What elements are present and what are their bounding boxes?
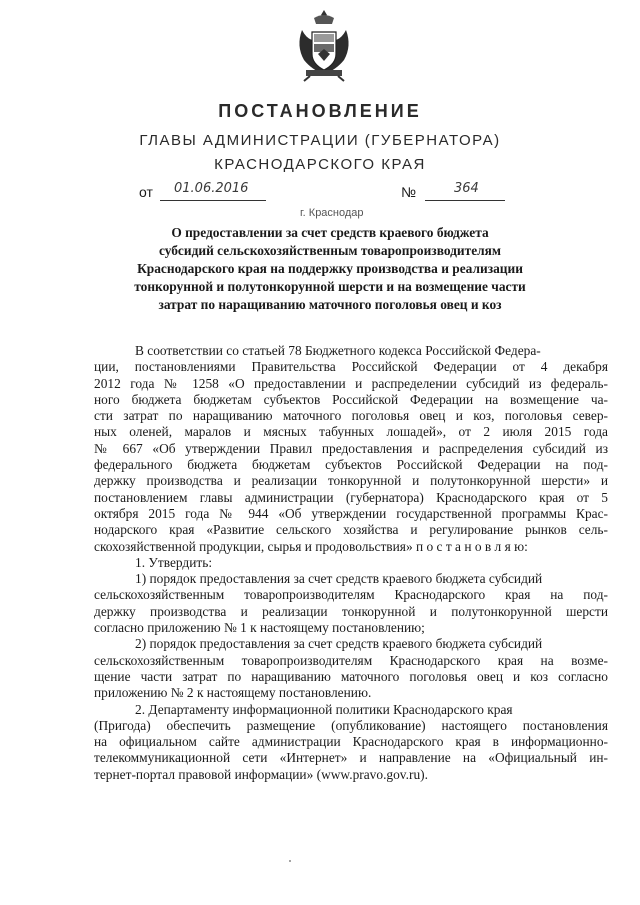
title-line: О предоставлении за счет средств краевого бюджета bbox=[171, 225, 489, 240]
title-line: тонкорунной и полутонкорунной шерсти и на возмещение части bbox=[134, 279, 526, 294]
title-line: субсидий сельскохозяйственным товаропроизводителям bbox=[158, 243, 502, 258]
body-line: В соответствии со статьей 78 Бюджетного кодекса Российской Федера- bbox=[135, 343, 541, 358]
body-line: ного бюджета бюджетам субъектов Российской Федерации на возмещение ча- bbox=[94, 391, 608, 407]
date-value: 01.06.2016 bbox=[174, 181, 249, 196]
body-line: ции, постановлениями Правительства Российской Федерации от 4 декабря bbox=[94, 359, 608, 375]
scan-speck bbox=[289, 860, 291, 862]
title-line: Краснодарского края на поддержку производства и реализации bbox=[137, 261, 523, 276]
document-title bbox=[110, 224, 550, 314]
body-line: федерального бюджета бюджетам субъектов Российской Федерации на под- bbox=[94, 457, 608, 473]
body-line: сти затрат по наращиванию маточного поголовья овец и коз, поголовья север- bbox=[94, 408, 608, 424]
body-line: № 667 «Об утверждении Правил предоставления и распределения субсидий из bbox=[94, 440, 608, 456]
date-underline bbox=[160, 200, 266, 201]
body-line: нодарского края «Развитие сельского хозяйства и регулирование рынков сель- bbox=[94, 522, 608, 538]
region-heading: КРАСНОДАРСКОГО КРАЯ bbox=[214, 156, 426, 173]
body-line: 1. Утвердить: bbox=[135, 554, 213, 570]
coat-of-arms-emblem bbox=[296, 8, 352, 82]
body-line: сельскохозяйственным товаропроизводителям Краснодарского края на под- bbox=[94, 587, 608, 603]
body-line: тернет-портал правовой информации» (www.pravo.gov.ru). bbox=[94, 766, 428, 782]
document-type-heading: ПОСТАНОВЛЕНИЕ bbox=[218, 101, 422, 121]
registration-line bbox=[0, 181, 640, 204]
body-line: приложению № 2 к настоящему постановлению. bbox=[94, 685, 372, 701]
body-line: 2012 года № 1258 «О предоставлении и распределении субсидий из федераль- bbox=[94, 375, 608, 391]
body-line: щение части затрат по наращиванию маточного поголовья овец и коз согласно bbox=[94, 668, 608, 684]
body-line: согласно приложению № 1 к настоящему постановлению; bbox=[94, 620, 425, 636]
issuer-heading: ГЛАВЫ АДМИНИСТРАЦИИ (ГУБЕРНАТОРА) bbox=[139, 132, 501, 149]
body-line: ных оленей, маралов и мясных табунных лошадей», от 2 июля 2015 года bbox=[94, 424, 608, 440]
body-line: постановлением главы администрации (губернатора) Краснодарского края от 5 bbox=[94, 489, 608, 505]
body-line: держку производства и реализации тонкорунной и полутонкорунной шерсти» и bbox=[94, 473, 608, 489]
body-line: 2) порядок предоставления за счет средств краевого бюджета субсидий bbox=[135, 636, 543, 652]
city-label: г. Краснодар bbox=[300, 207, 364, 219]
date-prefix: от bbox=[139, 184, 153, 200]
body-line: 1) порядок предоставления за счет средств краевого бюджета субсидий bbox=[135, 571, 543, 587]
number-underline bbox=[425, 200, 505, 201]
body-line: держку производства и реализации тонкорунной и полутонкорунной шерсти bbox=[94, 603, 608, 619]
body-line: сельскохозяйственным товаропроизводителям Краснодарского края на возме- bbox=[94, 652, 608, 668]
body-line: (Пригода) обеспечить размещение (опубликование) настоящего постановления bbox=[94, 717, 608, 733]
body-line: 2. Департаменту информационной политики Краснодарского края bbox=[135, 701, 513, 717]
body-line: на официальном сайте администрации Краснодарского края в информационно- bbox=[94, 734, 608, 750]
title-line: затрат по наращиванию маточного поголовья овец и коз bbox=[158, 297, 502, 312]
number-prefix: № bbox=[401, 184, 417, 200]
document-body bbox=[94, 343, 608, 783]
body-line: скохозяйственной продукции, сырья и продовольствия» п о с т а н о в л я ю: bbox=[94, 538, 528, 554]
number-value: 364 bbox=[454, 181, 479, 196]
body-line: телекоммуникационной сети «Интернет» и направление на «Официальный ин- bbox=[94, 750, 608, 766]
body-line: октября 2015 года № 944 «Об утверждении государственной программы Крас- bbox=[94, 505, 608, 521]
